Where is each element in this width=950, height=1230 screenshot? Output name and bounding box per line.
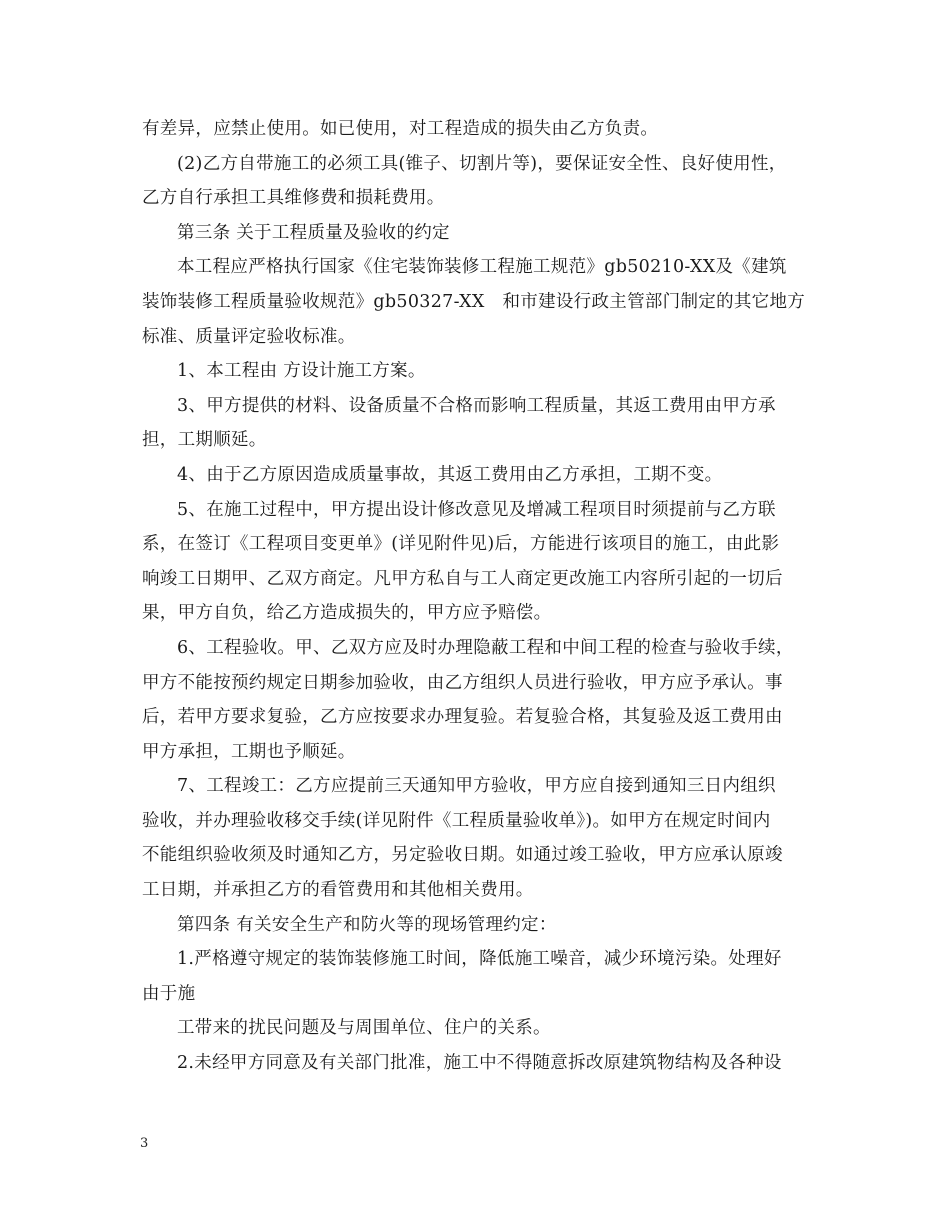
text-line: 担，工期顺延。 (142, 430, 267, 451)
text-line: 不能组织验收须及时通知乙方，另定验收日期。如通过竣工验收，甲方应承认原竣 (142, 845, 783, 866)
text-line: 工带来的扰民问题及与周围单位、住户的关系。 (177, 1018, 551, 1039)
text-line: 第三条 关于工程质量及验收的约定 (177, 222, 450, 243)
text-line: 第四条 有关安全生产和防火等的现场管理约定： (177, 914, 557, 935)
page-number: 3 (140, 1136, 149, 1151)
text-line: 甲方不能按预约规定日期参加验收，由乙方组织人员进行验收，甲方应予承认。事 (142, 672, 783, 693)
text-line: 由于施 (142, 983, 196, 1004)
text-line: 验收，并办理验收移交手续(详见附件《工程质量验收单》)。如甲方在规定时间内 (142, 810, 771, 831)
text-line: 3、甲方提供的材料、设备质量不合格而影响工程质量，其返工费用由甲方承 (177, 395, 776, 416)
text-line: 系，在签订《工程项目变更单》(详见附件见)后，方能进行该项目的施工，由此影 (142, 534, 780, 555)
text-line: 装饰装修工程质量验收规范》gb50327-XX 和市建设行政主管部门制定的其它地方 (142, 291, 806, 312)
text-line: (2)乙方自带施工的必须工具(锥子、切割片等)，要保证安全性、良好使用性， (177, 153, 787, 174)
text-line: 果，甲方自负，给乙方造成损失的，甲方应予赔偿。 (142, 603, 552, 624)
text-line: 1、本工程由 方设计施工方案。 (177, 361, 426, 382)
text-line: 本工程应严格执行国家《住宅装饰装修工程施工规范》gb50210-XX及《建筑 (177, 257, 787, 278)
text-line: 7、工程竣工：乙方应提前三天通知甲方验收，甲方应自接到通知三日内组织 (177, 776, 776, 797)
text-line: 5、在施工过程中，甲方提出设计修改意见及增减工程项目时须提前与乙方联 (177, 499, 776, 520)
text-line: 6、工程验收。甲、乙双方应及时办理隐蔽工程和中间工程的检查与验收手续， (177, 637, 794, 658)
text-line: 工日期，并承担乙方的看管费用和其他相关费用。 (142, 880, 534, 901)
text-line: 标准、质量评定验收标准。 (142, 326, 356, 347)
text-line: 后，若甲方要求复验，乙方应按要求办理复验。若复验合格，其复验及返工费用由 (142, 707, 783, 728)
text-line: 乙方自行承担工具维修费和损耗费用。 (142, 188, 445, 209)
document-body (142, 112, 822, 1081)
text-line: 2.未经甲方同意及有关部门批准，施工中不得随意拆改原建筑物结构及各种设 (177, 1053, 782, 1074)
text-line: 4、由于乙方原因造成质量事故，其返工费用由乙方承担，工期不变。 (177, 464, 723, 485)
text-line: 1.严格遵守规定的装饰装修施工时间，降低施工噪音，减少环境污染。处理好 (177, 949, 782, 970)
text-line: 甲方承担，工期也予顺延。 (142, 741, 356, 762)
text-line: 有差异，应禁止使用。如已使用，对工程造成的损失由乙方负责。 (142, 119, 659, 139)
text-line: 响竣工日期甲、乙双方商定。凡甲方私自与工人商定更改施工内容所引起的一切后 (142, 568, 783, 589)
